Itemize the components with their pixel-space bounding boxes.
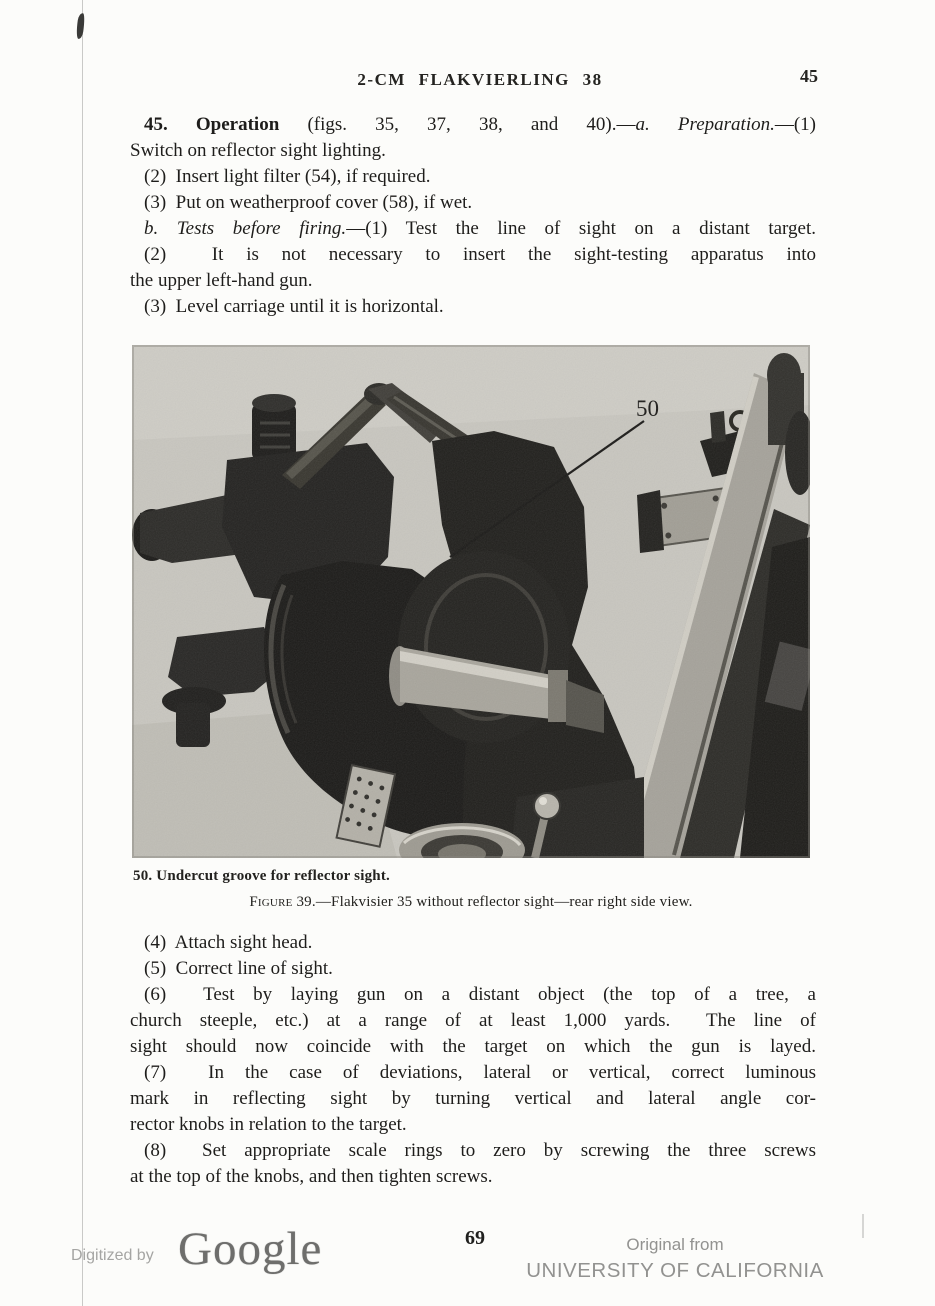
figure-photo: [132, 345, 810, 858]
figure-caption-text: 39.—Flakvisier 35 without reflector sight—rear right side view.: [292, 894, 693, 910]
text-segment: (3) Put on weatherproof cover (58), if wet.: [144, 192, 473, 213]
text-line: [130, 956, 816, 982]
text-segment: 45. Operation: [144, 114, 308, 135]
scan-artifact: [862, 1214, 864, 1238]
text-line: [130, 138, 816, 164]
text-line: [130, 268, 816, 294]
paragraph: [130, 1138, 816, 1190]
text-segment: the upper left-hand gun.: [130, 270, 313, 291]
text-segment: —(1) Test the line of sight on a distant target.: [346, 218, 816, 239]
text-segment: at the top of the knobs, and then tighten screws.: [130, 1166, 493, 1187]
text-segment: (7) In the case of deviations, lateral or vertical, correct luminous: [144, 1062, 816, 1083]
paragraph: [130, 242, 816, 294]
text-segment: mark in reflecting sight by turning vertical and lateral angle cor-: [130, 1088, 816, 1109]
ink-mark: [75, 13, 86, 40]
text-line: [130, 982, 816, 1008]
text-segment: a. Preparation.: [635, 114, 775, 135]
text-line: [130, 1138, 816, 1164]
paragraph: [130, 956, 816, 982]
text-segment: b. Tests before firing.: [144, 218, 347, 239]
figure-callout-label: 50: [636, 396, 659, 421]
paragraph: [130, 982, 816, 1060]
paragraph: [130, 112, 816, 164]
text-segment: (2) It is not necessary to insert the sight-testing apparatus into: [144, 244, 816, 265]
text-line: [130, 242, 816, 268]
text-line: [130, 190, 816, 216]
text-segment: (2) Insert light filter (54), if required.: [144, 166, 431, 187]
text-line: [130, 1034, 816, 1060]
text-line: [130, 294, 816, 320]
text-segment: (8) Set appropriate scale rings to zero by screwing the three screws: [144, 1140, 816, 1161]
text-line: [130, 1060, 816, 1086]
text-segment: (3) Level carriage until it is horizontal.: [144, 296, 444, 317]
text-line: [130, 1112, 816, 1138]
text-segment: (4) Attach sight head.: [144, 932, 313, 953]
text-segment: Switch on reflector sight lighting.: [130, 140, 386, 161]
google-logo: Google: [178, 1223, 323, 1275]
digitized-by-label: Digitized by: [71, 1247, 154, 1264]
original-from-label: Original from: [626, 1235, 724, 1254]
page-number-bottom: 69: [465, 1227, 485, 1249]
text-line: [130, 930, 816, 956]
page-gutter-line: [82, 0, 83, 1306]
paragraph: [130, 930, 816, 956]
page-number-top: 45: [800, 66, 818, 86]
paragraph: [130, 1060, 816, 1138]
text-segment: rector knobs in relation to the target.: [130, 1114, 407, 1135]
paragraph: [130, 216, 816, 242]
text-segment: church steeple, etc.) at a range of at least 1,000 yards. The line of: [130, 1010, 816, 1031]
running-title: 2-CM FLAKVIERLING 38: [357, 70, 603, 89]
lower-text-block: [130, 930, 816, 1190]
paragraph: [130, 164, 816, 190]
text-line: [130, 1086, 816, 1112]
text-line: [130, 164, 816, 190]
paragraph: [130, 190, 816, 216]
text-segment: —(1): [774, 114, 816, 135]
figure-caption-prefix: Figure: [249, 894, 293, 910]
text-line: [130, 1008, 816, 1034]
text-line: [130, 112, 816, 138]
upper-text-block: [130, 112, 816, 320]
text-segment: sight should now coincide with the target on which the gun is layed.: [130, 1036, 816, 1057]
text-line: [130, 216, 816, 242]
institution-label: UNIVERSITY OF CALIFORNIA: [526, 1259, 824, 1282]
text-segment: (figs. 35, 37, 38, and 40).—: [307, 114, 636, 135]
text-segment: (5) Correct line of sight.: [144, 958, 333, 979]
paragraph: [130, 294, 816, 320]
text-segment: (6) Test by laying gun on a distant object (the top of a tree, a: [144, 984, 816, 1005]
figure-item-caption: 50. Undercut groove for reflector sight.: [133, 868, 390, 884]
text-line: [130, 1164, 816, 1190]
figure-caption: [132, 894, 810, 911]
